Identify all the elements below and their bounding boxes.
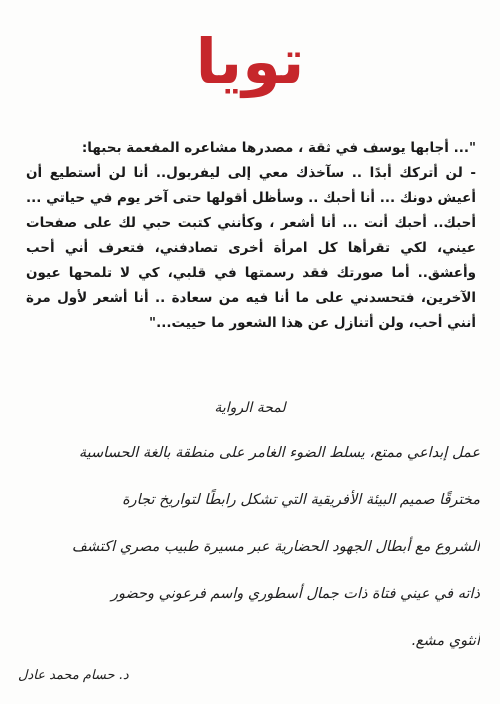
novel-excerpt [26, 136, 476, 336]
author-signature: د. حسام محمد عادل [18, 668, 129, 683]
excerpt-paragraph: - لن أتركك أبدًا .. سآخذك معي إلى ليفربول.. أنا لن أستطيع أن أعيش دونك ... أنا أحبك .. وسأظل أقولها حتى آخر يوم في حياتي ... أحبك.. أحبك أنت ... أنا أشعر ، وكأنني كتبت حبي لك على صفحات عيني، لكي تقرأها كل امرأة أخرى تصادفني، فتعرف أني أحب وأعشق.. أما صورتك فقد رسمتها في قلبي، كي لا تلمحها عيون الآخرين، فتحسدني على ما أنا فيه من سعادة .. أنا أشعر لأول مرة أنني أحب، ولن أتنازل عن هذا الشعور ما حييت..." [26, 165, 476, 331]
handwritten-line: عمل إبداعي ممتع، يسلط الضوء الغامر على منطقة بالغة الحساسية [78, 445, 480, 461]
book-title: تويا [195, 25, 305, 98]
handwritten-line: الشروع مع أبطال الجهود الحضارية عبر مسيرة طبيب مصري اكتشف [71, 539, 480, 555]
handwritten-line: أنثوي مشع. [411, 633, 480, 649]
handwritten-heading: لمحة الرواية [214, 400, 286, 416]
excerpt-paragraph: "... أجابها يوسف في ثقة ، مصدرها مشاعره المفعمة بحبها: [81, 140, 476, 156]
handwritten-review [22, 430, 480, 665]
handwritten-line: ذاته في عيني فتاة ذات جمال أسطوري واسم فرعوني وحضور [110, 586, 480, 602]
handwritten-line: مخترقًا صميم البيئة الأفريقية التي تشكل رابطًا لتواريخ تجارة [122, 492, 480, 508]
